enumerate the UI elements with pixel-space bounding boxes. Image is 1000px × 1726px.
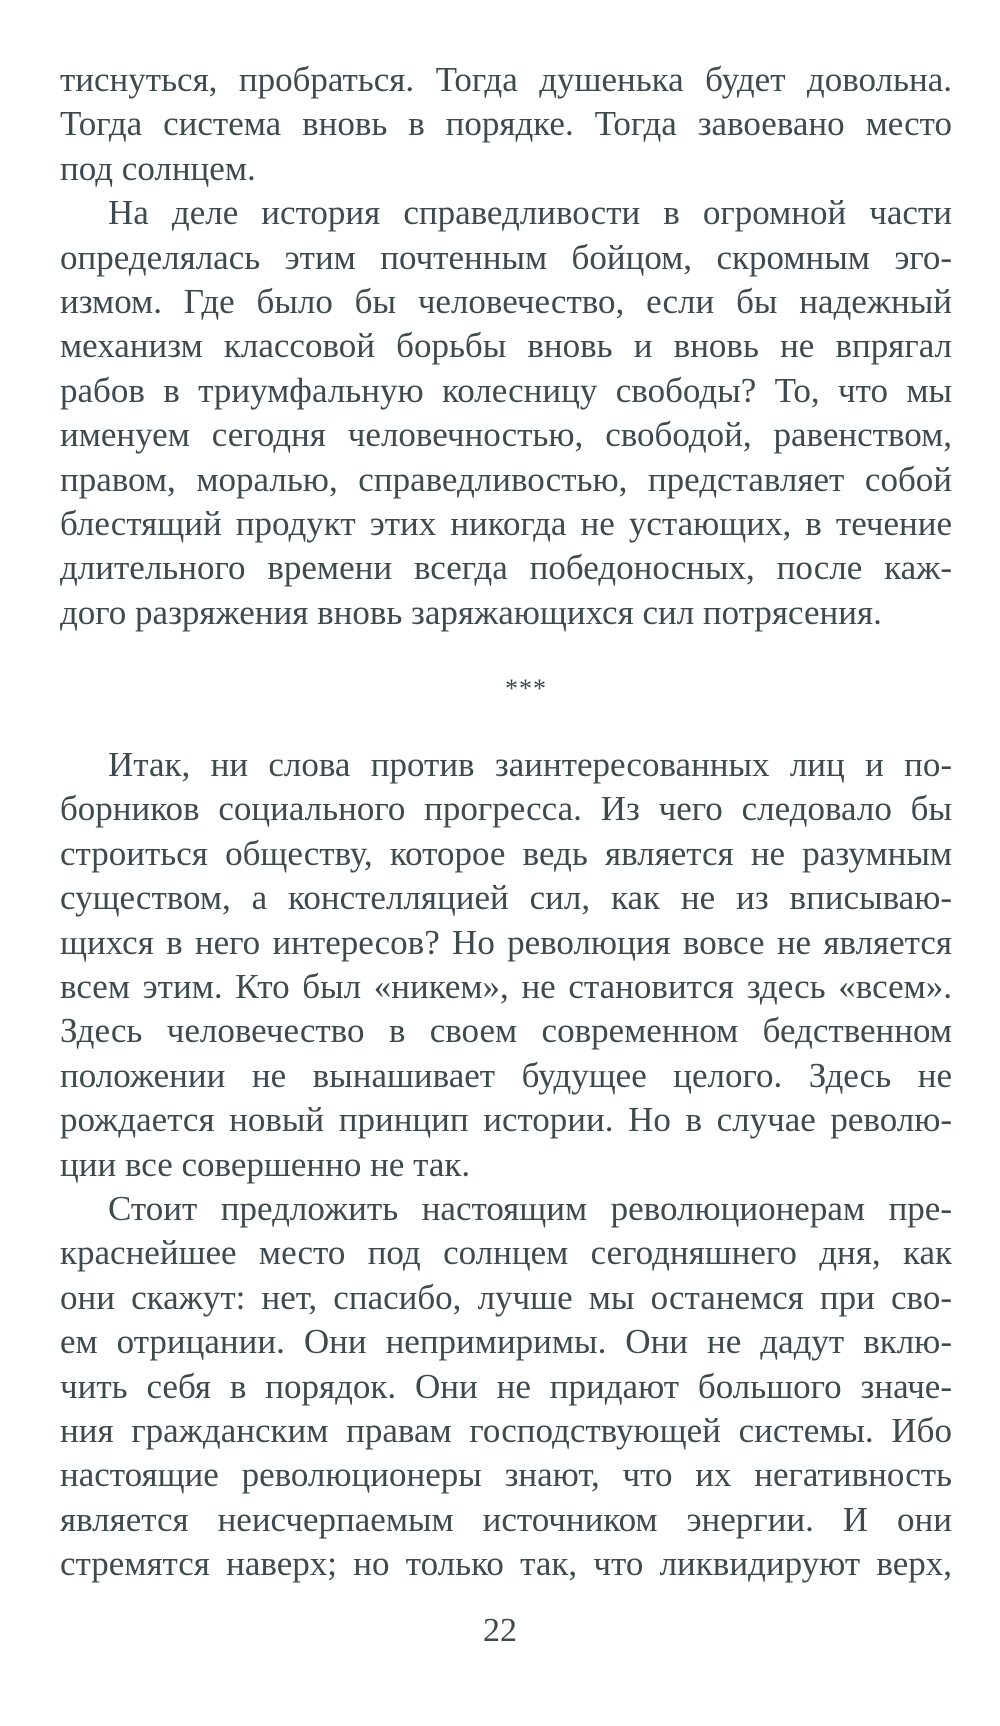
text-line: ния гражданским правам господствующей системы. Ибо xyxy=(60,1410,952,1450)
text-line: борников социального прогресса. Из чего следовало бы xyxy=(60,789,952,829)
paragraph xyxy=(60,191,952,635)
text-line: положении не вынашивает будущее целого. Здесь не xyxy=(60,1055,952,1095)
text-line: механизм классовой борьбы вновь и вновь не впрягал xyxy=(60,326,952,366)
text-line: измом. Где было бы человечество, если бы надежный xyxy=(60,281,952,321)
text-line: они скажут: нет, спасибо, лучше мы останемся при сво- xyxy=(60,1277,952,1317)
text-line: Тогда система вновь в порядке. Тогда завоевано место xyxy=(60,104,952,144)
text-line: под солнцем. xyxy=(60,148,256,188)
text-line: ции все совершенно не так. xyxy=(60,1144,471,1184)
page-text xyxy=(60,58,952,1587)
text-line: краснейшее место под солнцем сегодняшнего дня, как xyxy=(60,1233,952,1273)
text-line: рождается новый принцип истории. Но в случае револю- xyxy=(60,1100,952,1140)
text-line: длительного времени всегда победоносных, после каж- xyxy=(60,548,952,588)
text-line: чить себя в порядок. Они не придают большого значе- xyxy=(60,1366,952,1406)
text-line: строиться обществу, которое ведь является не разумным xyxy=(60,833,952,873)
text-line: всем этим. Кто был «никем», не становится здесь «всем». xyxy=(60,967,952,1007)
text-line: На деле история справедливости в огромной части xyxy=(108,193,952,233)
text-line: является неисчерпаемым источником энергии. И они xyxy=(60,1499,952,1539)
text-line: правом, моралью, справедливостью, представляет собой xyxy=(60,459,952,499)
paragraph xyxy=(60,743,952,1187)
text-line: Стоит предложить настоящим революционерам пре- xyxy=(108,1188,952,1228)
text-line: Итак, ни слова против заинтересованных лиц и по- xyxy=(108,745,952,785)
paragraph xyxy=(60,1187,952,1587)
text-line: дого разряжения вновь заряжающихся сил потрясения. xyxy=(60,592,882,632)
text-line: блестящий продукт этих никогда не устающих, в течение xyxy=(60,503,952,543)
text-line: тиснуться, пробраться. Тогда душенька будет довольна. xyxy=(60,60,952,99)
section-separator: *** xyxy=(505,674,547,704)
text-line: щихся в него интересов? Но революция вовсе не является xyxy=(60,922,952,962)
text-line: настоящие революционеры знают, что их негативность xyxy=(60,1455,952,1495)
text-line: стремятся наверх; но только так, что ликвидируют верх, xyxy=(60,1544,952,1584)
text-line: определялась этим почтенным бойцом, скромным эго- xyxy=(60,237,952,277)
text-line: рабов в триумфальную колесницу свободы? То, что мы xyxy=(60,370,952,410)
text-line: именуем сегодня человечностью, свободой, равенством, xyxy=(60,415,952,455)
text-line: ем отрицании. Они непримиримы. Они не дадут вклю- xyxy=(60,1322,952,1362)
text-line: существом, а констелляцией сил, как не из вписываю- xyxy=(60,878,952,918)
page-number: 22 xyxy=(483,1612,517,1649)
paragraph xyxy=(60,58,952,191)
text-line: Здесь человечество в своем современном бедственном xyxy=(60,1011,952,1051)
